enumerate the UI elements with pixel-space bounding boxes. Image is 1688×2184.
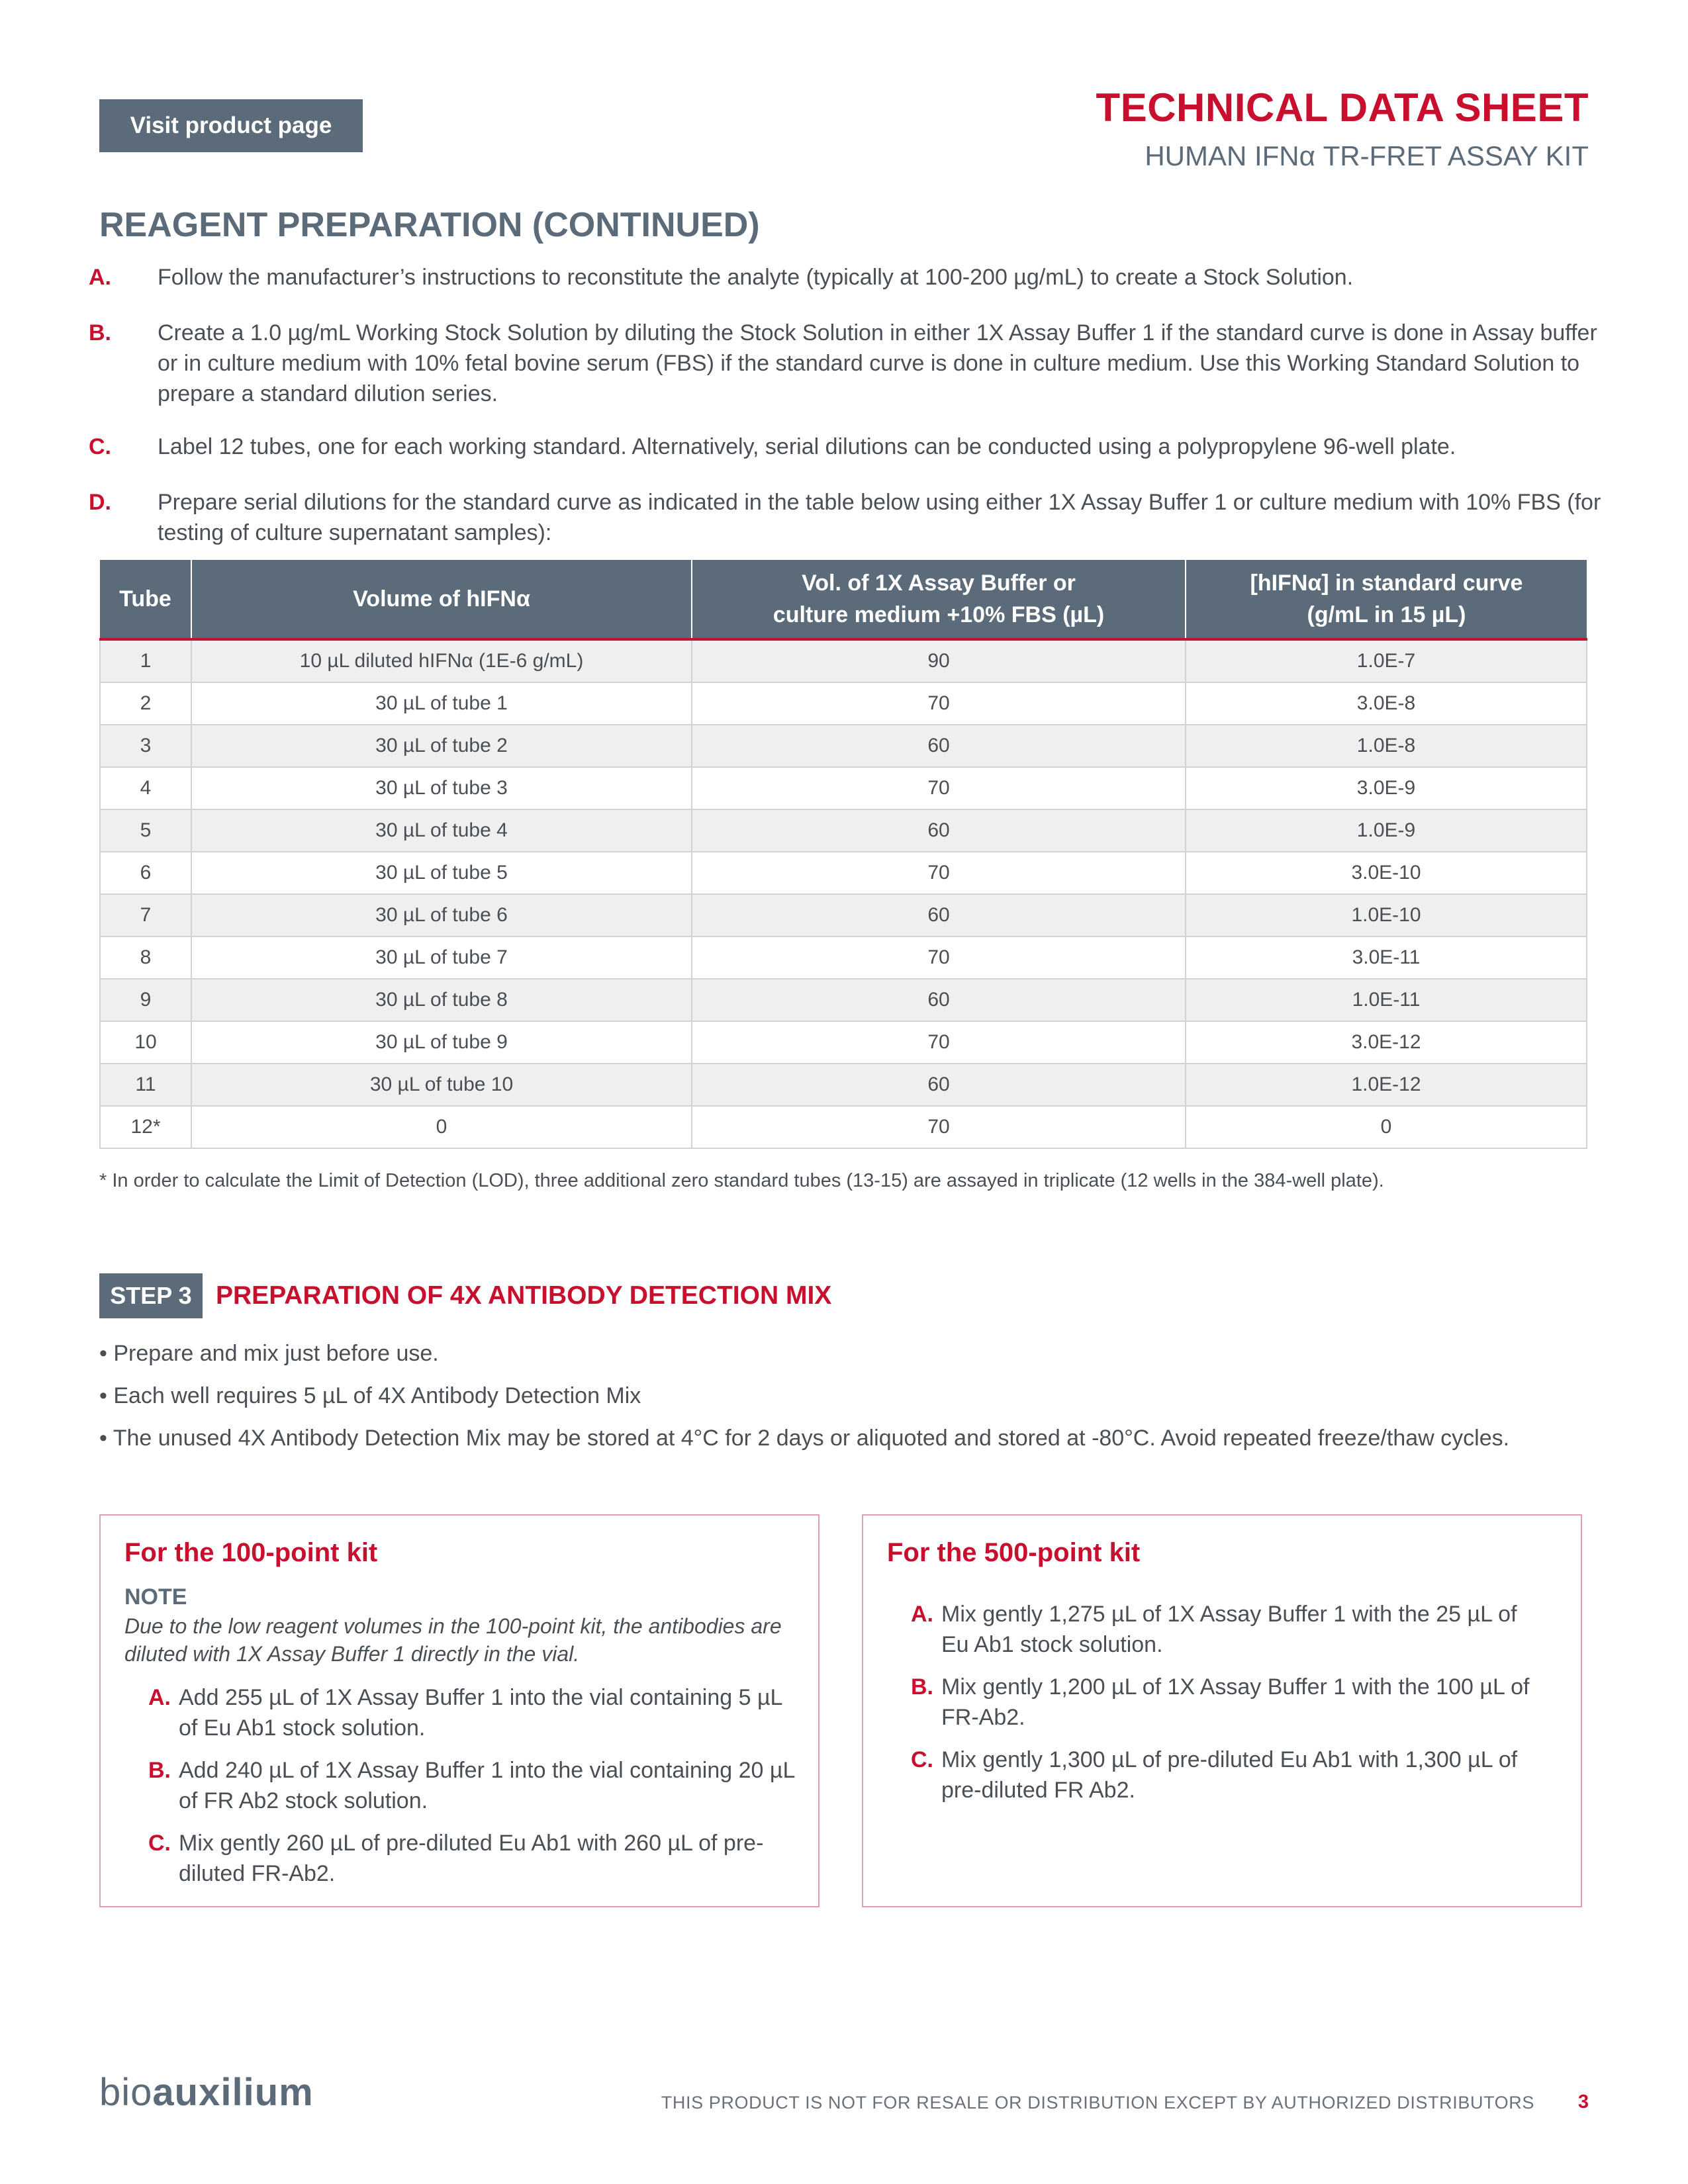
instruction-item-d (89, 487, 1623, 548)
kit-500-step-b: B. Mix gently 1,200 µL of 1X Assay Buffer 1 with the 100 µL of FR-Ab2. (911, 1674, 1530, 1730)
kit-500-title: For the 500-point kit (887, 1538, 1141, 1567)
cell-volume: 30 µL of tube 8 (191, 979, 692, 1021)
document-title: TECHNICAL DATA SHEET (1096, 85, 1589, 130)
cell-tube: 10 (100, 1021, 191, 1064)
cell-buffer-volume: 70 (692, 852, 1186, 894)
page-number: 3 (1577, 2091, 1589, 2113)
header-tube: Tube (100, 560, 191, 639)
cell-volume: 0 (191, 1106, 692, 1148)
cell-buffer-volume: 60 (692, 725, 1186, 767)
cell-tube: 4 (100, 767, 191, 809)
table-footnote: * In order to calculate the Limit of Detection (LOD), three additional zero standard tubes (13-15) are assayed in triplicate (12 wells in the 384-well plate). (99, 1170, 1384, 1191)
cell-volume: 30 µL of tube 6 (191, 894, 692, 936)
cell-concentration: 1.0E-10 (1186, 894, 1587, 936)
bullet-item: • The unused 4X Antibody Detection Mix may be stored at 4°C for 2 days or aliquoted and stored at -80°C. Avoid repeated freeze/thaw cycles. (99, 1426, 1510, 1451)
item-text: Follow the manufacturer’s instructions to reconstitute the analyte (typically at 100-200 µg/mL) to create a Stock Solution. (158, 265, 1354, 290)
header-buffer-volume: Vol. of 1X Assay Buffer or culture medium +10% FBS (µL) (692, 560, 1186, 639)
cell-volume: 30 µL of tube 1 (191, 682, 692, 725)
cell-volume: 30 µL of tube 9 (191, 1021, 692, 1064)
table-row (100, 809, 1587, 852)
kit-500-box (862, 1514, 1582, 1907)
cell-concentration: 1.0E-9 (1186, 809, 1587, 852)
table-row (100, 852, 1587, 894)
table-header-row (100, 560, 1587, 639)
cell-concentration: 3.0E-11 (1186, 936, 1587, 979)
cell-buffer-volume: 70 (692, 936, 1186, 979)
footer-disclaimer: THIS PRODUCT IS NOT FOR RESALE OR DISTRIBUTION EXCEPT BY AUTHORIZED DISTRIBUTORS (661, 2093, 1534, 2113)
kit-100-step-c: C. Mix gently 260 µL of pre-diluted Eu Ab1 with 260 µL of pre-diluted FR-Ab2. (148, 1831, 764, 1886)
cell-concentration: 1.0E-7 (1186, 639, 1587, 682)
table-row (100, 1106, 1587, 1148)
cell-volume: 30 µL of tube 2 (191, 725, 692, 767)
table-row (100, 767, 1587, 809)
kit-100-steps (148, 1682, 797, 1901)
bullet-item: • Each well requires 5 µL of 4X Antibody Detection Mix (99, 1383, 641, 1408)
table-row (100, 1064, 1587, 1106)
table-row (100, 682, 1587, 725)
cell-concentration: 3.0E-8 (1186, 682, 1587, 725)
cell-concentration: 3.0E-12 (1186, 1021, 1587, 1064)
header-volume: Volume of hIFNα (191, 560, 692, 639)
cell-buffer-volume: 90 (692, 639, 1186, 682)
table-row (100, 979, 1587, 1021)
cell-volume: 30 µL of tube 3 (191, 767, 692, 809)
cell-buffer-volume: 70 (692, 1106, 1186, 1148)
cell-tube: 6 (100, 852, 191, 894)
item-text: Label 12 tubes, one for each working standard. Alternatively, serial dilutions can be conducted using a polypropylene 96-well plate. (158, 434, 1456, 459)
table-row (100, 725, 1587, 767)
item-letter: A. (89, 265, 111, 290)
kit-100-step-a: A. Add 255 µL of 1X Assay Buffer 1 into the vial containing 5 µL of Eu Ab1 stock solution. (148, 1685, 782, 1741)
bullet-item: • Prepare and mix just before use. (99, 1341, 439, 1366)
note-text: Due to the low reagent volumes in the 100-point kit, the antibodies are diluted with 1X Assay Buffer 1 directly in the vial. (124, 1614, 782, 1666)
document-subtitle: HUMAN IFNα TR-FRET ASSAY KIT (1145, 140, 1589, 171)
visit-product-page-button[interactable]: Visit product page (99, 99, 363, 152)
cell-concentration: 1.0E-8 (1186, 725, 1587, 767)
header-concentration: [hIFNα] in standard curve (g/mL in 15 µL) (1186, 560, 1587, 639)
cell-tube: 12* (100, 1106, 191, 1148)
item-letter: B. (89, 320, 111, 345)
cell-volume: 10 µL diluted hIFNα (1E-6 g/mL) (191, 639, 692, 682)
item-text: Create a 1.0 µg/mL Working Stock Solution by diluting the Stock Solution in either 1X Assay Buffer 1 if the standard curve is done in Assay buffer or in culture medium with 10% fetal bovine serum (FBS) if the standard curve is done in culture medium. Use this Working Standard Solution to prepare a standard dilution series. (158, 320, 1597, 406)
bioauxilium-logo: bioauxilium (99, 2071, 314, 2114)
cell-volume: 30 µL of tube 4 (191, 809, 692, 852)
cell-concentration: 3.0E-9 (1186, 767, 1587, 809)
cell-concentration: 1.0E-12 (1186, 1064, 1587, 1106)
cell-tube: 5 (100, 809, 191, 852)
cell-tube: 11 (100, 1064, 191, 1106)
step3-bullets (99, 1338, 1589, 1465)
item-text: Prepare serial dilutions for the standard curve as indicated in the table below using either 1X Assay Buffer 1 or culture medium with 10% FBS (for testing of culture supernatant samples): (158, 490, 1601, 545)
cell-concentration: 1.0E-11 (1186, 979, 1587, 1021)
kit-100-title: For the 100-point kit (124, 1538, 378, 1567)
cell-buffer-volume: 60 (692, 894, 1186, 936)
cell-tube: 1 (100, 639, 191, 682)
cell-tube: 7 (100, 894, 191, 936)
section-title: REAGENT PREPARATION (CONTINUED) (99, 206, 760, 244)
cell-tube: 9 (100, 979, 191, 1021)
step-badge: STEP 3 (99, 1273, 203, 1318)
table-row (100, 1021, 1587, 1064)
table-row (100, 639, 1587, 682)
instruction-item-c (89, 432, 1623, 462)
cell-buffer-volume: 70 (692, 1021, 1186, 1064)
cell-buffer-volume: 60 (692, 979, 1186, 1021)
cell-concentration: 3.0E-10 (1186, 852, 1587, 894)
cell-tube: 3 (100, 725, 191, 767)
kit-500-steps (911, 1599, 1533, 1817)
cell-buffer-volume: 60 (692, 809, 1186, 852)
instruction-item-b (89, 318, 1623, 409)
cell-concentration: 0 (1186, 1106, 1587, 1148)
cell-tube: 8 (100, 936, 191, 979)
cell-volume: 30 µL of tube 7 (191, 936, 692, 979)
cell-buffer-volume: 70 (692, 682, 1186, 725)
step-title: PREPARATION OF 4X ANTIBODY DETECTION MIX (216, 1281, 832, 1310)
cell-volume: 30 µL of tube 5 (191, 852, 692, 894)
note-label: NOTE (124, 1584, 187, 1610)
kit-500-step-c: C. Mix gently 1,300 µL of pre-diluted Eu Ab1 with 1,300 µL of pre-diluted FR Ab2. (911, 1747, 1518, 1803)
kit-100-box (99, 1514, 820, 1907)
standard-dilution-table (99, 560, 1587, 1149)
instruction-item-a (89, 262, 1623, 293)
cell-buffer-volume: 70 (692, 767, 1186, 809)
item-letter: D. (89, 490, 111, 515)
item-letter: C. (89, 434, 111, 459)
cell-volume: 30 µL of tube 10 (191, 1064, 692, 1106)
kit-100-step-b: B. Add 240 µL of 1X Assay Buffer 1 into the vial containing 20 µL of FR Ab2 stock solution. (148, 1758, 795, 1813)
cell-tube: 2 (100, 682, 191, 725)
cell-buffer-volume: 60 (692, 1064, 1186, 1106)
table-row (100, 936, 1587, 979)
table-row (100, 894, 1587, 936)
kit-500-step-a: A. Mix gently 1,275 µL of 1X Assay Buffer 1 with the 25 µL of Eu Ab1 stock solution. (911, 1602, 1517, 1657)
